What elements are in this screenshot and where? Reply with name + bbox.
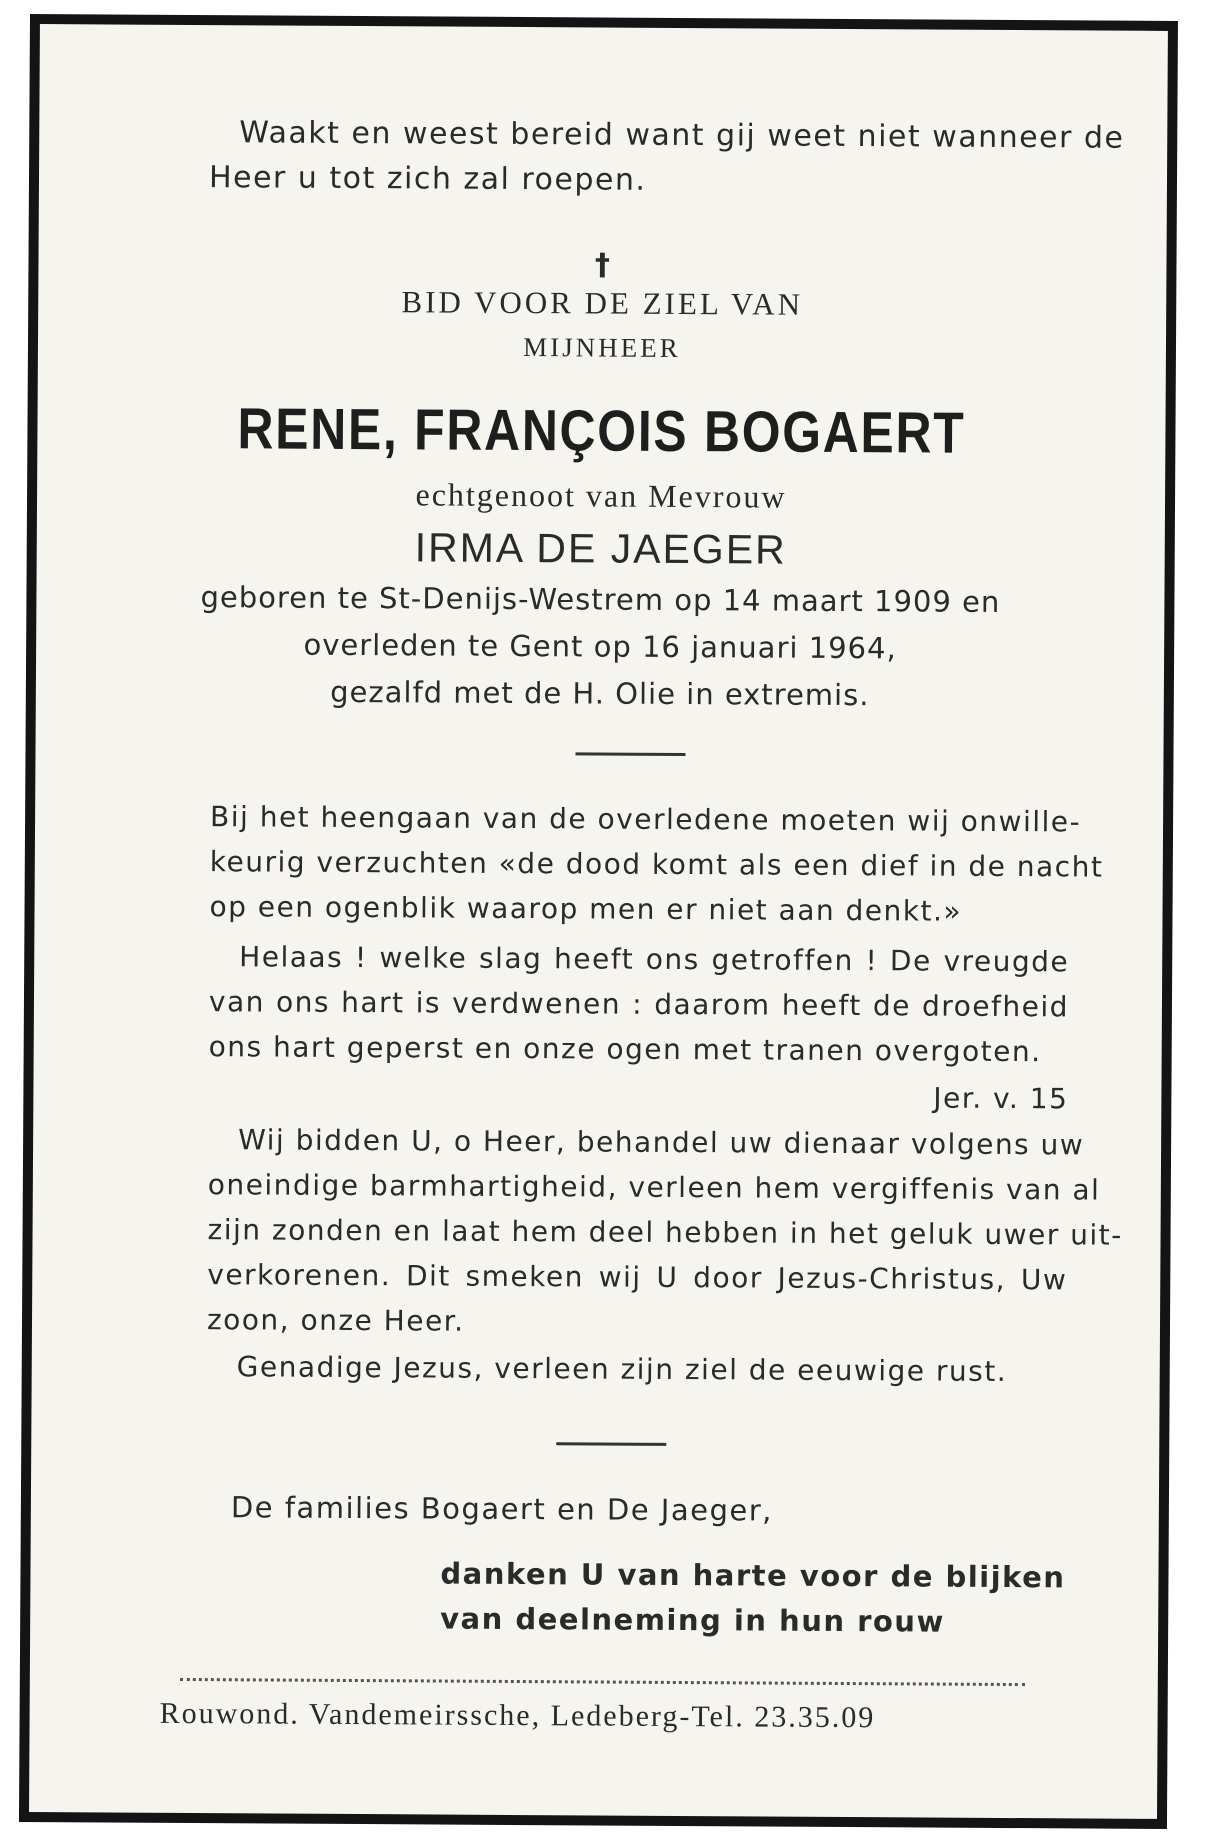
printer-imprint: Rouwond. Vandemeirssche, Ledeberg-Tel. 23.35.09 (159, 1696, 876, 1735)
paragraph-4-line-1: Genadige Jezus, verleen zijn ziel de eeuwige rust. (236, 1350, 1008, 1388)
birth-line: geboren te St-Denijs-Westrem op 14 maart 1909 en (200, 580, 1001, 619)
dotted-separator (180, 1678, 1025, 1686)
scripture-reference: Jer. v. 15 (933, 1081, 1069, 1116)
paragraph-3-line-2: oneindige barmhartigheid, verleen hem vergiffenis van al (207, 1168, 1101, 1207)
death-line: overleden te Gent op 16 januari 1964, (303, 627, 897, 666)
paragraph-1-line-1: Bij het heengaan van de overledene moeten wij onwille- (209, 800, 1082, 839)
prayer-heading: BID VOOR DE ZIEL VAN (401, 284, 804, 322)
title-heading: MIJNHEER (523, 332, 681, 363)
paragraph-2-line-3: ons hart geperst en onze ogen met tranen overgoten. (208, 1030, 1042, 1069)
memorial-card (19, 14, 1178, 1829)
paragraph-3-line-3: zijn zonden en laat hem deel hebben in het geluk uwer uit- (207, 1213, 1123, 1252)
spouse-label: echtgenoot van Mevrouw (415, 476, 787, 515)
deceased-name: RENE, FRANÇOIS BOGAERT (237, 396, 966, 466)
divider-top (575, 752, 685, 756)
paragraph-3-line-4: verkorenen. Dit smeken wij U door Jezus-Christus, Uw (207, 1258, 1068, 1297)
motto-line-2: Heer u tot zich zal roepen. (208, 160, 647, 198)
paragraph-3-line-5: zoon, onze Heer. (206, 1303, 465, 1338)
card-content (29, 24, 1168, 1819)
paragraph-1-line-3: op een ogenblik waarop men er niet aan denkt.» (209, 890, 963, 928)
paragraph-2-line-2: van ons hart is verdwenen : daarom heeft de droefheid (208, 985, 1070, 1024)
anointing-line: gezalfd met de H. Olie in extremis. (330, 674, 870, 713)
paragraph-3-line-1: Wij bidden U, o Heer, behandel uw dienaar volgens uw (238, 1123, 1085, 1162)
paragraph-1-line-2: keurig verzuchten «de dood komt als een dief in de nacht (209, 845, 1104, 884)
thanks-line-2: van deelneming in hun rouw (440, 1601, 945, 1639)
divider-bottom (556, 1442, 666, 1446)
card-paper (29, 24, 1168, 1819)
spouse-name: IRMA DE JAEGER (414, 524, 787, 573)
thanks-line-1: danken U van harte voor de blijken (440, 1556, 1066, 1595)
motto-line-1: Waakt en weest bereid want gij weet niet wanneer de (239, 115, 1125, 156)
families-line: De families Bogaert en De Jaeger, (230, 1490, 774, 1528)
cross-icon: † (594, 247, 611, 283)
paragraph-2-line-1: Helaas ! welke slag heeft ons getroffen ! De vreugde (239, 940, 1070, 979)
